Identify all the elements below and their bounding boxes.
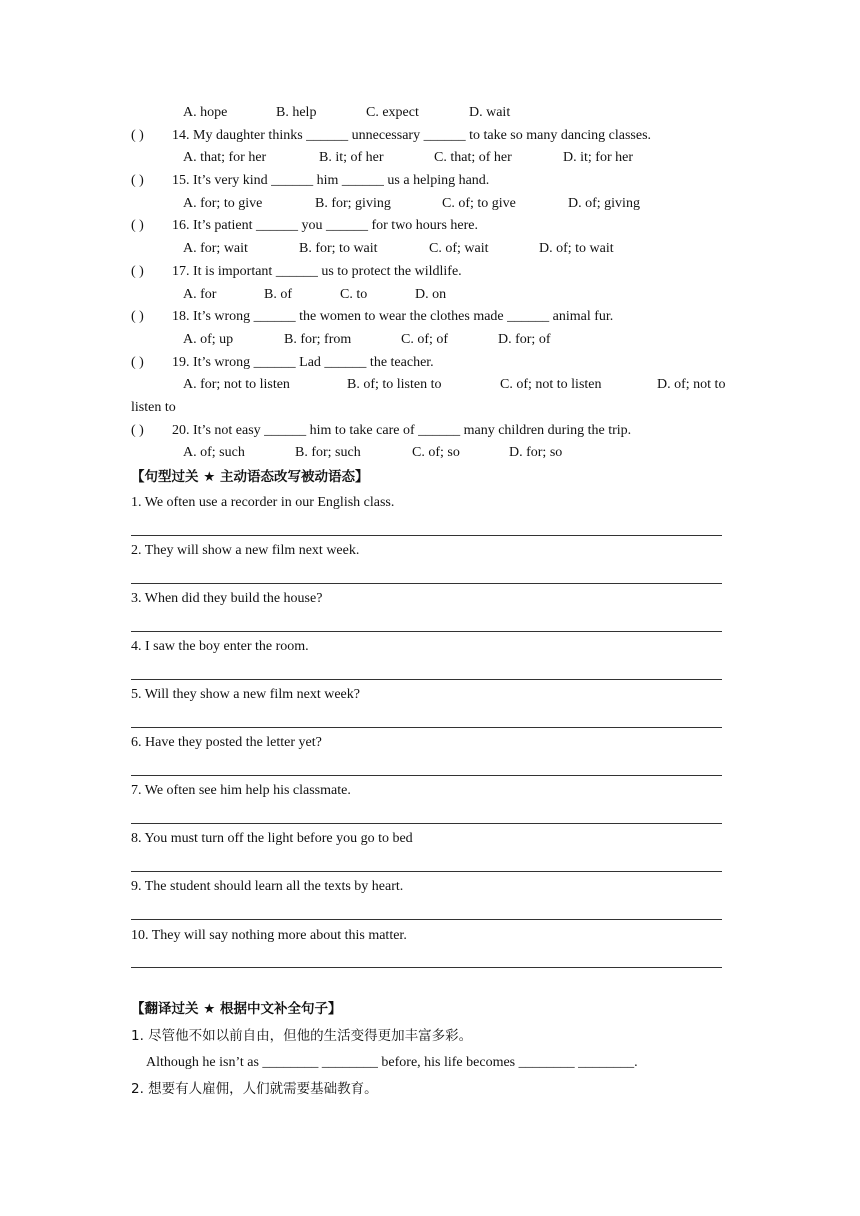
translation-sentence-en[interactable]: Although he isn’t as ________ ________ before, his life becomes ________ ________. (146, 1055, 638, 1070)
option-a: A. that; for her (183, 150, 267, 165)
exercise-item: 8. You must turn off the light before you go to bed (131, 831, 413, 846)
option-d: D. for; of (498, 332, 551, 347)
exercise-item: 2. They will show a new film next week. (131, 543, 360, 558)
option-b: B. it; of her (319, 150, 384, 165)
option-a: A. of; such (183, 445, 245, 460)
answer-paren[interactable]: ( ) (131, 128, 144, 143)
option-d: D. of; not to (657, 377, 726, 392)
answer-paren[interactable]: ( ) (131, 355, 144, 370)
answer-blank-line[interactable] (131, 727, 722, 728)
section-heading: 【句型过关 ★ 主动语态改写被动语态】 (131, 469, 369, 485)
option-b: B. of; to listen to (347, 377, 442, 392)
answer-paren[interactable]: ( ) (131, 309, 144, 324)
option-c: C. that; of her (434, 150, 512, 165)
option-a: A. hope (183, 105, 228, 120)
question-stem: 19. It’s wrong ______ Lad ______ the teacher. (172, 355, 434, 370)
option-c: C. expect (366, 105, 419, 120)
section-heading: 【翻译过关 ★ 根据中文补全句子】 (131, 1001, 342, 1017)
exercise-item: 1. We often use a recorder in our English class. (131, 495, 395, 510)
exercise-item: 10. They will say nothing more about this matter. (131, 928, 407, 943)
answer-blank-line[interactable] (131, 583, 722, 584)
exercise-item: 4. I saw the boy enter the room. (131, 639, 309, 654)
answer-blank-line[interactable] (131, 679, 722, 680)
option-b: B. help (276, 105, 317, 120)
answer-blank-line[interactable] (131, 775, 722, 776)
option-c: C. of; of (401, 332, 449, 347)
option-a: A. of; up (183, 332, 234, 347)
option-d: D. it; for her (563, 150, 633, 165)
question-stem: 17. It is important ______ us to protect the wildlife. (172, 264, 462, 279)
option-c: C. to (340, 287, 368, 302)
answer-blank-line[interactable] (131, 919, 722, 920)
question-stem: 20. It’s not easy ______ him to take care of ______ many children during the trip. (172, 423, 632, 438)
question-stem: 18. It’s wrong ______ the women to wear the clothes made ______ animal fur. (172, 309, 614, 324)
option-d: D. of; giving (568, 196, 640, 211)
answer-blank-line[interactable] (131, 967, 722, 968)
option-c: C. of; wait (429, 241, 489, 256)
translation-prompt-cn: 1. 尽管他不如以前自由，但他的生活变得更加丰富多彩。 (131, 1028, 473, 1044)
option-a: A. for; wait (183, 241, 248, 256)
option-d: D. of; to wait (539, 241, 614, 256)
answer-blank-line[interactable] (131, 631, 722, 632)
exercise-item: 3. When did they build the house? (131, 591, 323, 606)
option-b: B. of (264, 287, 292, 302)
option-a: A. for; not to listen (183, 377, 290, 392)
question-stem: 15. It’s very kind ______ him ______ us a helping hand. (172, 173, 490, 188)
answer-paren[interactable]: ( ) (131, 173, 144, 188)
option-d-wrap: listen to (131, 400, 176, 415)
option-c: C. of; not to listen (500, 377, 602, 392)
answer-paren[interactable]: ( ) (131, 423, 144, 438)
option-c: C. of; so (412, 445, 460, 460)
exercise-item: 5. Will they show a new film next week? (131, 687, 360, 702)
translation-prompt-cn: 2. 想要有人雇佣，人们就需要基础教育。 (131, 1081, 378, 1097)
answer-blank-line[interactable] (131, 535, 722, 536)
option-a: A. for; to give (183, 196, 263, 211)
option-a: A. for (183, 287, 217, 302)
option-d: D. on (415, 287, 447, 302)
option-b: B. for; giving (315, 196, 391, 211)
answer-paren[interactable]: ( ) (131, 264, 144, 279)
option-d: D. for; so (509, 445, 563, 460)
answer-blank-line[interactable] (131, 871, 722, 872)
option-d: D. wait (469, 105, 511, 120)
option-c: C. of; to give (442, 196, 516, 211)
question-stem: 16. It’s patient ______ you ______ for two hours here. (172, 218, 479, 233)
option-b: B. for; from (284, 332, 352, 347)
question-stem: 14. My daughter thinks ______ unnecessary ______ to take so many dancing classes. (172, 128, 652, 143)
option-b: B. for; to wait (299, 241, 378, 256)
exercise-item: 7. We often see him help his classmate. (131, 783, 351, 798)
option-b: B. for; such (295, 445, 361, 460)
answer-blank-line[interactable] (131, 823, 722, 824)
exercise-item: 6. Have they posted the letter yet? (131, 735, 322, 750)
exercise-item: 9. The student should learn all the texts by heart. (131, 879, 404, 894)
answer-paren[interactable]: ( ) (131, 218, 144, 233)
